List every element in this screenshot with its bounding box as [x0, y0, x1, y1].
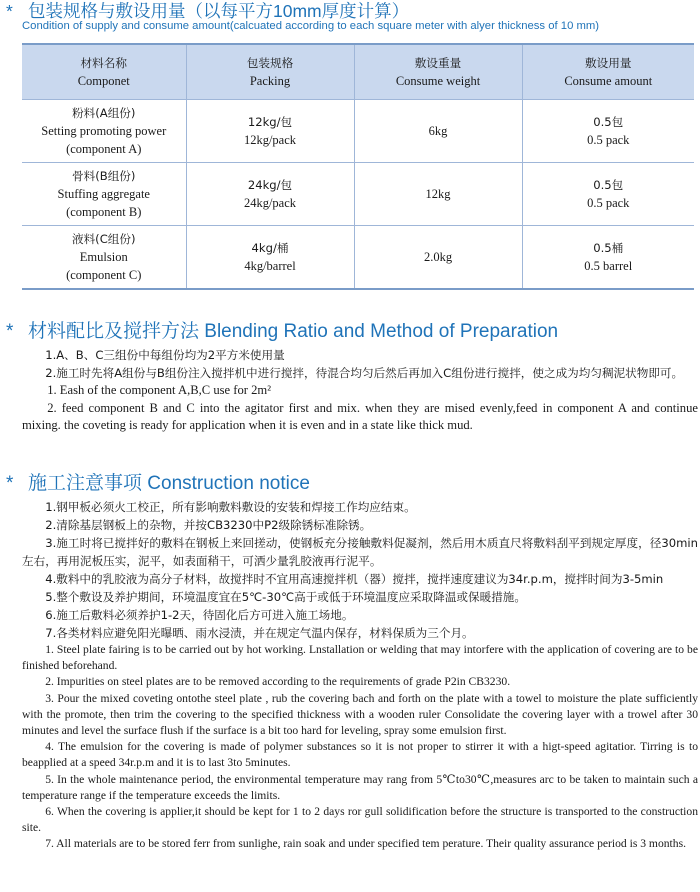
- paragraph: 5.整个敷设及养护期间，环境温度宜在5℃-30℃高于或低于环境温度应采取降温或保暖措施。: [45, 590, 526, 604]
- paragraph: 7.各类材料应避免阳光曝晒、雨水浸渍，并在规定气温内保存，材料保质为三个月。: [45, 626, 474, 640]
- section-title-text: 施工注意事项 Construction notice: [28, 473, 310, 494]
- paragraph: 6.施工后敷料必须养护1-2天，待固化后方可进入施工场地。: [45, 608, 354, 622]
- paragraph: 5. In the whole maintenance period, the environmental temperature may rang from 5℃to30℃,measures arc to be taken to maintain such a temperature range if the temperature exceeds the limits.: [22, 772, 698, 802]
- paragraph: 2. feed component B and C into the agitator first and mix. when they are mised evenly,feed in component A and continue mixing. the coveting is ready for application when it is even and in a state like thick mud.: [22, 400, 698, 432]
- section-title-text: 包装规格与敷设用量（以每平方10mm厚度计算）: [28, 1, 410, 21]
- header-component: 材料名称 Componet: [22, 44, 186, 100]
- paragraph: 4. The emulsion for the covering is made of polymer substances so it is not proper to stirrer it with a higt-speed agitatior. Tirring is to beapplied at a speed 34r.p.m and it is to last 3to 5minutes.: [22, 740, 698, 770]
- star-bullet: *: [6, 473, 14, 494]
- paragraph: 2.施工时先将A组份与B组份注入搅拌机中进行搅拌，待混合均匀后然后再加入C组份进行搅拌，使之成为均匀稠泥状物即可。: [45, 365, 684, 380]
- paragraph: 4.敷料中的乳胶液为高分子材料，故搅拌时不宜用高速搅拌机（器）搅拌，搅拌速度建议为34r.p.m，搅拌时间为3-5min: [45, 572, 664, 586]
- cell-component: 粉料(A组份) Setting promoting power (component A): [22, 100, 186, 163]
- cell-amount: 0.5包 0.5 pack: [522, 100, 694, 163]
- notice-text: [22, 498, 698, 853]
- paragraph: 1.A、B、C三组份中每组份均为2平方米使用量: [45, 348, 285, 362]
- section-title-text: 材料配比及搅拌方法 Blending Ratio and Method of Preparation: [28, 321, 559, 342]
- section-title-packing: [6, 0, 409, 22]
- header-consume-weight: 敷设重量 Consume weight: [354, 44, 522, 100]
- paragraph: 7. All materials are to be stored ferr from sunlighe, rain soak and under specified tem perature. Their quality assurance period is 3 months.: [45, 837, 686, 851]
- paragraph: 1. Steel plate fairing is to be carried out by hot working. Lnstallation or welding that may intorfere with the application of covering are to be finished beforehand.: [22, 643, 698, 673]
- cell-amount: 0.5桶 0.5 barrel: [522, 226, 694, 290]
- header-packing: 包装规格 Packing: [186, 44, 354, 100]
- cell-weight: 12kg: [354, 163, 522, 226]
- section-subtitle: Condition of supply and consume amount(calcuated according to each square meter with alyer thickness of 10 mm): [22, 20, 600, 32]
- paragraph: 6. When the covering is applier,it should be kept for 1 to 2 days ror gull solidification before the structure is transported to the construction site.: [22, 805, 698, 835]
- table-header-row: [22, 44, 694, 100]
- cell-weight: 2.0kg: [354, 226, 522, 290]
- cell-amount: 0.5包 0.5 pack: [522, 163, 694, 226]
- cell-packing: 24kg/包 24kg/pack: [186, 163, 354, 226]
- cell-weight: 6kg: [354, 100, 522, 163]
- paragraph: 1. Eash of the component A,B,C use for 2m²: [47, 383, 271, 397]
- paragraph: 2.清除基层钢板上的杂物，并按CB3230中P2级除锈标准除锈。: [45, 518, 372, 532]
- section-title-blending: [6, 320, 558, 344]
- star-bullet: *: [6, 321, 14, 342]
- cell-packing: 12kg/包 12kg/pack: [186, 100, 354, 163]
- cell-component: 液料(C组份) Emulsion (component C): [22, 226, 186, 290]
- cell-component: 骨料(B组份) Stuffing aggregate (component B): [22, 163, 186, 226]
- table-row: [22, 163, 694, 226]
- table-row: [22, 100, 694, 163]
- section-title-notice: [6, 472, 310, 496]
- paragraph: 2. Impurities on steel plates are to be removed according to the requirements of grade P2in CB3230.: [45, 675, 511, 689]
- paragraph: 3.施工时将已搅拌好的敷料在钢板上来回搓动，使钢板充分接触敷料促凝剂，然后用木质直尺将敷料刮平到规定厚度，径30min左右，再用泥板压实，泥平，如表面稍干，可洒少量乳胶液再行泥平。: [22, 536, 698, 568]
- paragraph: 1.钢甲板必须火工校正，所有影响敷料敷设的安装和焊接工作均应结束。: [45, 500, 416, 514]
- cell-packing: 4kg/桶 4kg/barrel: [186, 226, 354, 290]
- header-consume-amount: 敷设用量 Consume amount: [522, 44, 694, 100]
- blending-text: [22, 347, 698, 435]
- table-row: [22, 226, 694, 290]
- star-bullet: *: [6, 1, 13, 21]
- supply-table: [22, 43, 694, 290]
- paragraph: 3. Pour the mixed coveting ontothe steel plate , rub the covering bach and forth on the plate with a towel to moisture the plate sufficiently with the promote, then trim the covering to the specified thickness with a wooden ruler Consolidate the covering layer with a trowel after 30 minutes and level the surface flush if the surface is a bit too hard for leveling, spray some emulsion first.: [22, 691, 698, 738]
